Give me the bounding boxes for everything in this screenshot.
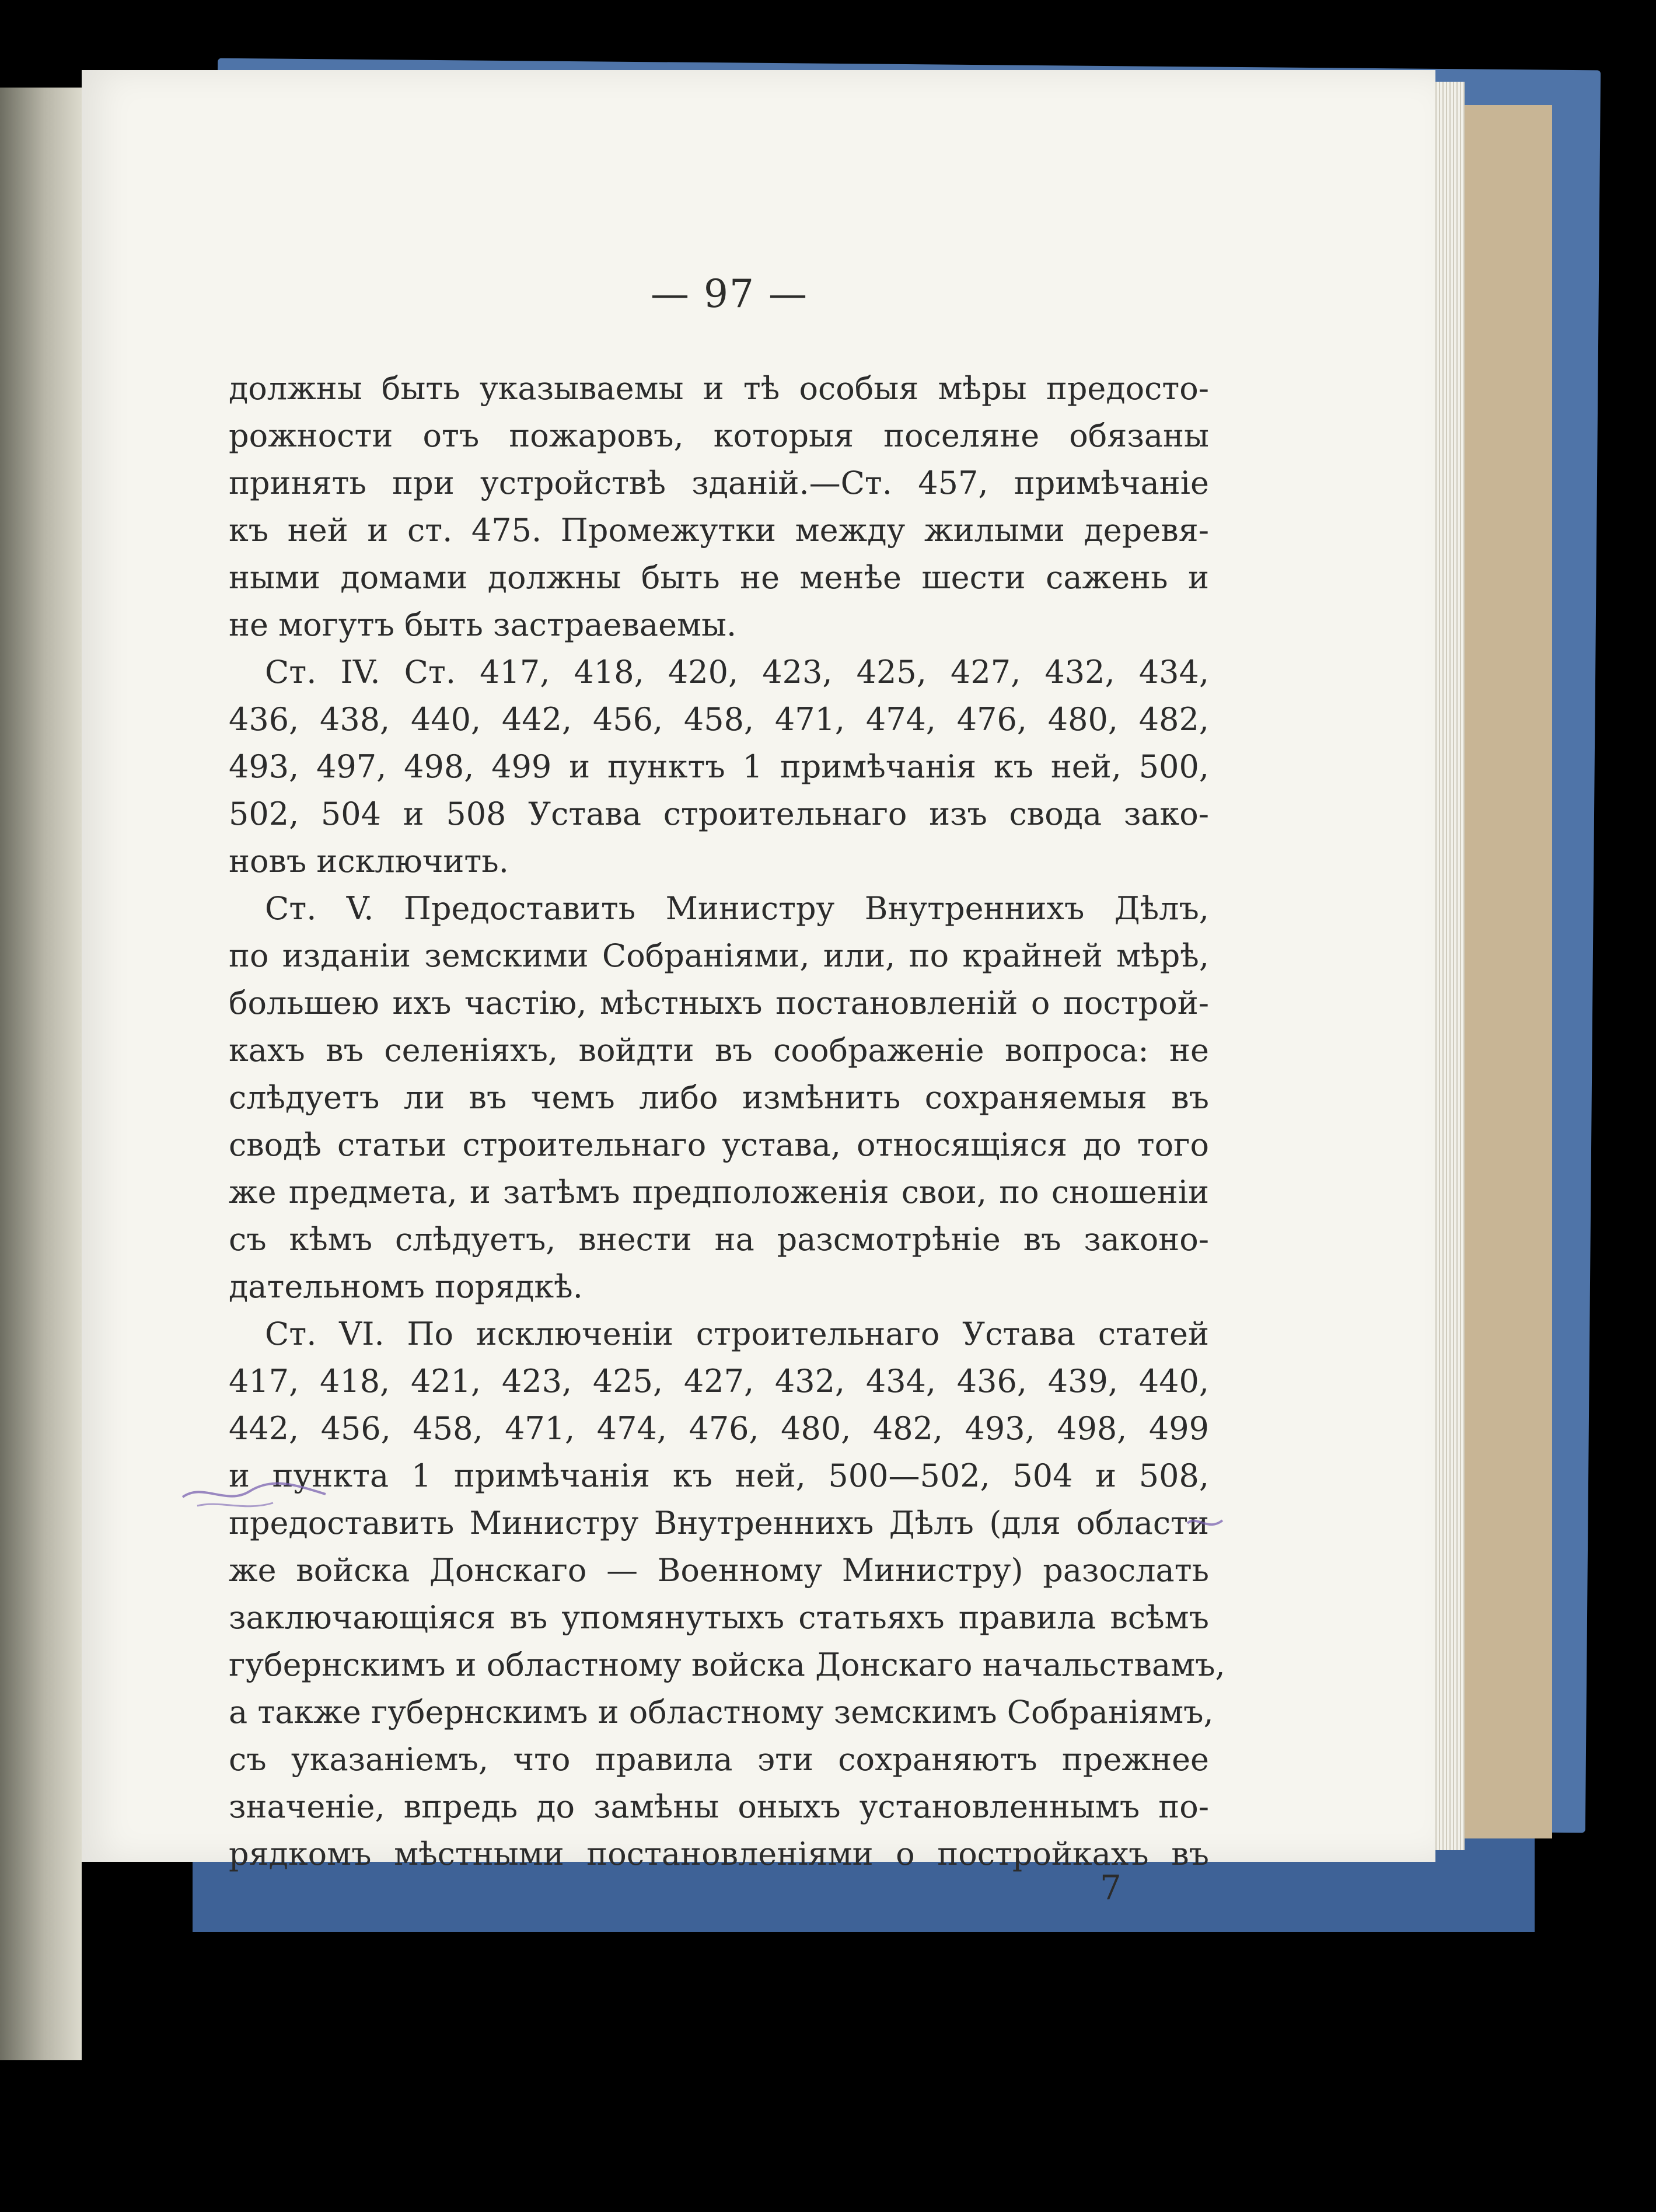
text-line: слѣдуетъ ли въ чемъ либо измѣнить сохраняемыя въ [229,1079,1209,1116]
text-line: къ ней и ст. 475. Промежутки между жилыми деревя- [229,512,1209,549]
text-line: принять при устройствѣ зданій.—Ст. 457, примѣчаніе [229,465,1209,501]
book-page [82,70,1435,1907]
text-line: рожности отъ пожаровъ, которыя поселяне обязаны [229,417,1209,454]
text-line: губернскимъ и областному войска Донскаго начальствамъ, [229,1646,1225,1683]
text-line: 436, 438, 440, 442, 456, 458, 471, 474, 476, 480, 482, [229,701,1209,738]
text-line: рядкомъ мѣстными постановленіями о постройкахъ въ [229,1836,1209,1872]
text-line: кахъ въ селеніяхъ, войдти въ соображеніе вопроса: не [229,1032,1209,1069]
text-line: Ст. VI. По исключеніи строительнаго Устава статей [265,1316,1209,1352]
text-line: съ кѣмъ слѣдуетъ, внести на разсмотрѣніе въ законо- [229,1221,1209,1258]
text-line: по изданіи земскими Собраніями, или, по крайней мѣрѣ, [229,937,1209,974]
text-line: ными домами должны быть не менѣе шести сажень и [229,559,1209,596]
text-line: заключающіяся въ упомянутыхъ статьяхъ правила всѣмъ [229,1599,1209,1636]
handwritten-mark [1185,1512,1225,1535]
text-line: же войска Донскаго — Военному Министру) разослать [229,1552,1209,1589]
text-line: не могутъ быть застраеваемы. [229,606,737,643]
text-line: Ст. IV. Ст. 417, 418, 420, 423, 425, 427, 432, 434, [265,654,1209,690]
text-line: съ указаніемъ, что правила эти сохраняютъ прежнее [229,1741,1209,1778]
text-line: должны быть указываемы и тѣ особыя мѣры предосто- [229,370,1209,407]
text-line: 417, 418, 421, 423, 425, 427, 432, 434, 436, 439, 440, [229,1363,1209,1400]
text-line: значеніе, впредь до замѣны оныхъ установленнымъ по- [229,1788,1209,1825]
handwritten-annotation [180,1471,331,1517]
text-line: и пункта 1 примѣчанія къ ней, 500—502, 504 и 508, [229,1457,1209,1494]
text-line: большею ихъ частію, мѣстныхъ постановленій о построй- [229,985,1209,1021]
text-line: сводѣ статьи строительнаго устава, относящіяся до того [229,1126,1209,1163]
signature-mark: 7 [1100,1868,1122,1907]
text-line: Ст. V. Предоставить Министру Внутреннихъ Дѣлъ, [265,890,1209,927]
body-text [229,365,1225,1878]
left-page-edge [0,88,82,2060]
text-line: предоставить Министру Внутреннихъ Дѣлъ (для области [229,1505,1209,1541]
text-line: 442, 456, 458, 471, 474, 476, 480, 482, 493, 498, 499 [229,1410,1209,1447]
text-line: 502, 504 и 508 Устава строительнаго изъ свода зако- [229,796,1209,832]
text-line: 493, 497, 498, 499 и пунктъ 1 примѣчанія къ ней, 500, [229,748,1209,785]
text-line: а также губернскимъ и областному земскимъ Собраніямъ, [229,1694,1214,1730]
text-line: дательномъ порядкѣ. [229,1268,583,1305]
text-line: же предмета, и затѣмъ предположенія свои, по сношеніи [229,1174,1209,1210]
page-number: — 97 — [651,271,808,316]
text-line: новъ исключить. [229,843,509,880]
